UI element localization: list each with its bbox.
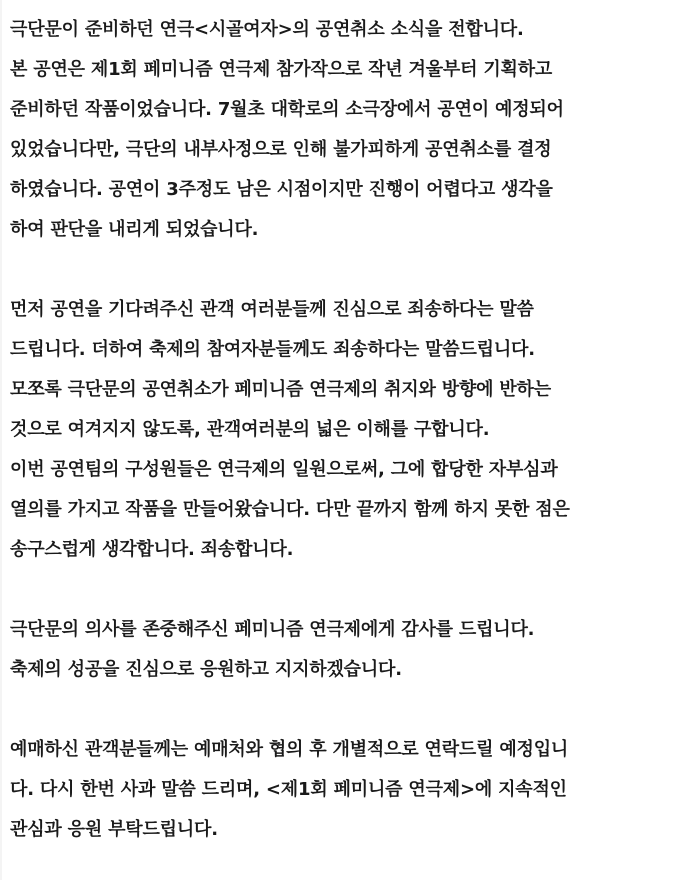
paragraph-1-line-6: 하여 판단을 내리게 되었습니다. — [10, 219, 259, 240]
page-edge — [0, 0, 2, 880]
paragraph-1-line-2: 본 공연은 제1회 페미니즘 연극제 참가작으로 작년 겨울부터 기획하고 — [10, 59, 553, 80]
paragraph-1-line-3: 준비하던 작품이었습니다. 7월초 대학로의 소극장에서 공연이 예정되어 — [10, 99, 564, 120]
paragraph-3-line-1: 극단문의 의사를 존중해주신 페미니즘 연극제에게 감사를 드립니다. — [10, 619, 535, 640]
paragraph-4-line-1: 예매하신 관객분들께는 예매처와 협의 후 개별적으로 연락드릴 예정입니 — [10, 739, 569, 760]
paragraph-2-line-6: 열의를 가지고 작품을 만들어왔습니다. 다만 끝까지 함께 하지 못한 점은 — [10, 499, 570, 520]
paragraph-1-line-5: 하였습니다. 공연이 3주정도 남은 시점이지만 진행이 어렵다고 생각을 — [10, 179, 553, 200]
paragraph-2-line-3: 모쪼록 극단문의 공연취소가 페미니즘 연극제의 취지와 방향에 반하는 — [10, 379, 551, 400]
paragraph-1-line-1: 극단문이 준비하던 연극<시골여자>의 공연취소 소식을 전합니다. — [10, 19, 524, 40]
paragraph-2-line-1: 먼저 공연을 기다려주신 관객 여러분들께 진심으로 죄송하다는 말씀 — [10, 299, 534, 320]
paragraph-2-line-7: 송구스럽게 생각합니다. 죄송합니다. — [10, 539, 294, 560]
paragraph-2-line-4: 것으로 여겨지지 않도록, 관객여러분의 넓은 이해를 구합니다. — [10, 419, 490, 440]
paragraph-1-line-4: 있었습니다만, 극단의 내부사정으로 인해 불가피하게 공연취소를 결정 — [10, 139, 552, 160]
paragraph-4-line-3: 관심과 응원 부탁드립니다. — [10, 819, 218, 840]
paragraph-2-line-2: 드립니다. 더하여 축제의 참여자분들께도 죄송하다는 말씀드립니다. — [10, 339, 535, 360]
paragraph-3-line-2: 축제의 성공을 진심으로 응원하고 지지하겠습니다. — [10, 659, 402, 680]
paragraph-2-line-5: 이번 공연팀의 구성원들은 연극제의 일원으로써, 그에 합당한 자부심과 — [10, 459, 558, 480]
paragraph-4-line-2: 다. 다시 한번 사과 말씀 드리며, <제1회 페미니즘 연극제>에 지속적인 — [10, 779, 567, 800]
